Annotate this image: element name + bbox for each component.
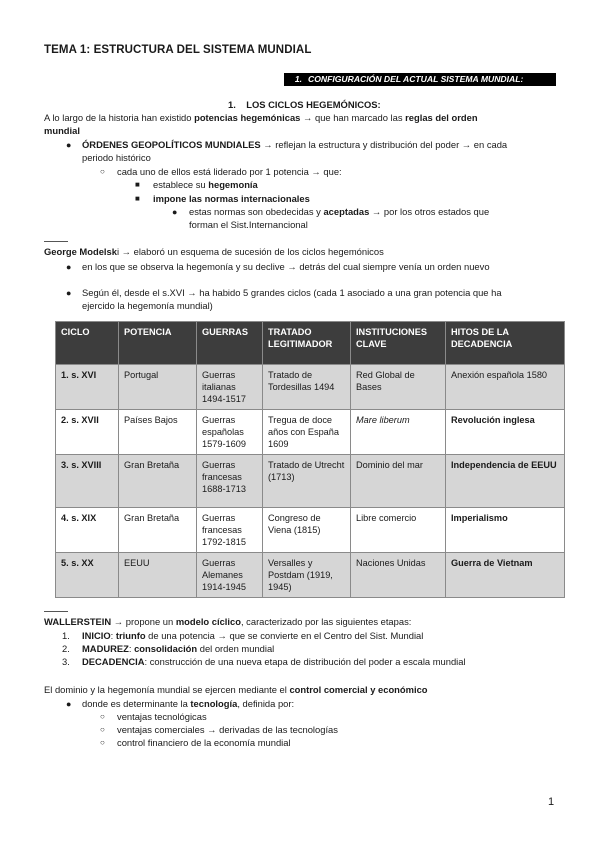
wallerstein-b: modelo cíclico (175, 616, 241, 627)
bullet-icon: ● (66, 288, 72, 298)
page-title: TEMA 1: ESTRUCTURA DEL SISTEMA MUNDIAL (44, 44, 312, 56)
normas-a: estas normas son obedecidas y (189, 206, 324, 217)
table-header: GUERRAS (197, 322, 263, 365)
etapa-item (82, 643, 274, 656)
table-cell: Portugal (119, 365, 197, 410)
tec-item: ventajas tecnológicas (117, 711, 207, 722)
etapa-rest: del orden mundial (197, 643, 275, 654)
establece-a: establece su (153, 179, 209, 190)
normas-line (189, 206, 489, 219)
table-cell: Revolución inglesa (446, 410, 565, 455)
table-cell: Anexión española 1580 (446, 365, 565, 410)
page-number: 1 (548, 796, 555, 808)
tec-item: control financiero de la economía mundial (117, 737, 291, 748)
ordenes-bold: ÓRDENES GEOPOLÍTICOS MUNDIALES → (82, 139, 273, 150)
table-cell: EEUU (119, 553, 197, 598)
intro-text-c: → que han marcado las (300, 112, 406, 123)
modelski-rest: i → elaboró un esquema de sucesión de los ciclos hegemónicos (116, 246, 384, 257)
etapa-number: 3. (62, 656, 70, 667)
intro-text-e: mundial (44, 125, 80, 136)
etapa-number: 2. (62, 643, 70, 654)
table-cell: Imperialismo (446, 508, 565, 553)
divider (44, 241, 68, 242)
intro-text-d: reglas del orden (405, 112, 478, 123)
ordenes-rest2: periodo histórico (82, 152, 151, 163)
table-cell: Independencia de EEUU (446, 455, 565, 508)
table-cell: 1. s. XVI (56, 365, 119, 410)
establece-b: hegemonía (208, 179, 258, 190)
bullet-icon: ● (172, 207, 178, 217)
table-header: INSTITUCIONES CLAVE (351, 322, 446, 365)
etapa-item (82, 656, 466, 669)
table-cell: Naciones Unidas (351, 553, 446, 598)
tecnologia-a: donde es determinante la (82, 698, 191, 709)
dominio-b: control comercial y económico (289, 684, 428, 695)
table-cell: Guerras francesas 1792-1815 (197, 508, 263, 553)
wallerstein-bold: WALLERSTEIN (44, 616, 112, 627)
table-cell: Guerras italianas 1494-1517 (197, 365, 263, 410)
etapa-bold: DECADENCIA (82, 656, 145, 667)
square-bullet-icon: ■ (135, 180, 140, 189)
etapa-bold: INICIO (82, 630, 111, 641)
table-row (56, 508, 565, 553)
table-cell: Gran Bretaña (119, 455, 197, 508)
wallerstein-line (44, 616, 411, 629)
table-row (56, 365, 565, 410)
table-cell: Versalles y Postdam (1919, 1945) (263, 553, 351, 598)
etapa-number: 1. (62, 630, 70, 641)
tecnologia-line (82, 698, 294, 711)
table-row (56, 553, 565, 598)
cada-uno-line: cada uno de ellos está liderado por 1 potencia → que: (117, 166, 342, 177)
table-cell: Países Bajos (119, 410, 197, 455)
bullet-icon: ● (66, 699, 72, 709)
hegemonic-cycles-table (55, 321, 565, 598)
modelski-bullet-2: Según él, desde el s.XVI → ha habido 5 grandes ciclos (cada 1 asociado a una gran potencia que ha (82, 287, 502, 298)
table-cell: Guerra de Vietnam (446, 553, 565, 598)
circle-bullet-icon: ○ (100, 712, 105, 721)
table-cell: Mare liberum (351, 410, 446, 455)
subsection-heading (228, 99, 381, 112)
section-heading (284, 73, 556, 86)
table-header: POTENCIA (119, 322, 197, 365)
circle-bullet-icon: ○ (100, 167, 105, 176)
subsection-number: 1. (228, 99, 236, 110)
bullet-icon: ● (66, 262, 72, 272)
section-label: CONFIGURACIÓN DEL ACTUAL SISTEMA MUNDIAL: (308, 74, 524, 84)
intro-text-b: potencias hegemónicas (194, 112, 301, 123)
ordenes-rest: reflejan la estructura y distribución del poder → en cada (272, 139, 508, 150)
etapa-sep: : (110, 630, 116, 641)
table-cell: Dominio del mar (351, 455, 446, 508)
table-cell: Congreso de Viena (1815) (263, 508, 351, 553)
etapa-sep: : (128, 643, 135, 654)
table-header-row (56, 322, 565, 365)
divider (44, 611, 68, 612)
etapa-rest: : construcción de una nueva etapa de distribución del poder a escala mundial (144, 656, 466, 667)
table-cell: Libre comercio (351, 508, 446, 553)
etapa-item (82, 630, 423, 643)
section-number: 1. (294, 74, 302, 84)
normas-b: aceptadas (323, 206, 370, 217)
table-row (56, 455, 565, 508)
table-cell: Tratado de Tordesillas 1494 (263, 365, 351, 410)
ordenes-line (82, 139, 507, 152)
table-cell: 4. s. XIX (56, 508, 119, 553)
wallerstein-c: , caracterizado por las siguientes etapas: (240, 616, 412, 627)
table-row (56, 410, 565, 455)
normas-c: → por los otros estados que (369, 206, 490, 217)
bullet-icon: ● (66, 140, 72, 150)
table-cell: Tregua de doce años con España 1609 (263, 410, 351, 455)
table-cell: 5. s. XX (56, 553, 119, 598)
modelski-bullet-1: en los que se observa la hegemonía y su declive → detrás del cual siempre venía un orden nuevo (82, 261, 490, 272)
intro-text-a: A lo largo de la historia han existido (44, 112, 195, 123)
table-cell: 2. s. XVII (56, 410, 119, 455)
table-cell: Red Global de Bases (351, 365, 446, 410)
table-header: CICLO (56, 322, 119, 365)
wallerstein-a: → propone un (111, 616, 176, 627)
modelski-line (44, 246, 384, 259)
impone-line: impone las normas internacionales (153, 193, 310, 204)
tecnologia-c: , definida por: (237, 698, 295, 709)
etapa-bold: MADUREZ (82, 643, 129, 654)
tec-item: ventajas comerciales → derivadas de las tecnologías (117, 724, 338, 735)
table-cell: Guerras españolas 1579-1609 (197, 410, 263, 455)
table-header: HITOS DE LA DECADENCIA (446, 322, 565, 365)
tecnologia-b: tecnología (190, 698, 238, 709)
dominio-line (44, 684, 428, 697)
table-cell: Gran Bretaña (119, 508, 197, 553)
modelski-bold: George Modelsk (44, 246, 117, 257)
table-cell: Guerras Alemanes 1914-1945 (197, 553, 263, 598)
dominio-a: El dominio y la hegemonía mundial se ejercen mediante el (44, 684, 290, 695)
table-cell: 3. s. XVIII (56, 455, 119, 508)
establece-line (153, 179, 258, 192)
table-cell: Guerras francesas 1688-1713 (197, 455, 263, 508)
etapa-rest: de una potencia → que se convierte en el Centro del Sist. Mundial (145, 630, 424, 641)
table-header: TRATADO LEGITIMADOR (263, 322, 351, 365)
square-bullet-icon: ■ (135, 194, 140, 203)
modelski-bullet-2b: ejercido la hegemonía mundial) (82, 300, 213, 311)
etapa-key: triunfo (115, 630, 146, 641)
circle-bullet-icon: ○ (100, 725, 105, 734)
subsection-label: LOS CICLOS HEGEMÓNICOS: (246, 99, 381, 110)
table-cell: Tratado de Utrecht (1713) (263, 455, 351, 508)
intro-paragraph (44, 112, 478, 125)
normas-d: forman el Sist.Internancional (189, 219, 308, 230)
etapa-key: consolidación (134, 643, 198, 654)
circle-bullet-icon: ○ (100, 738, 105, 747)
